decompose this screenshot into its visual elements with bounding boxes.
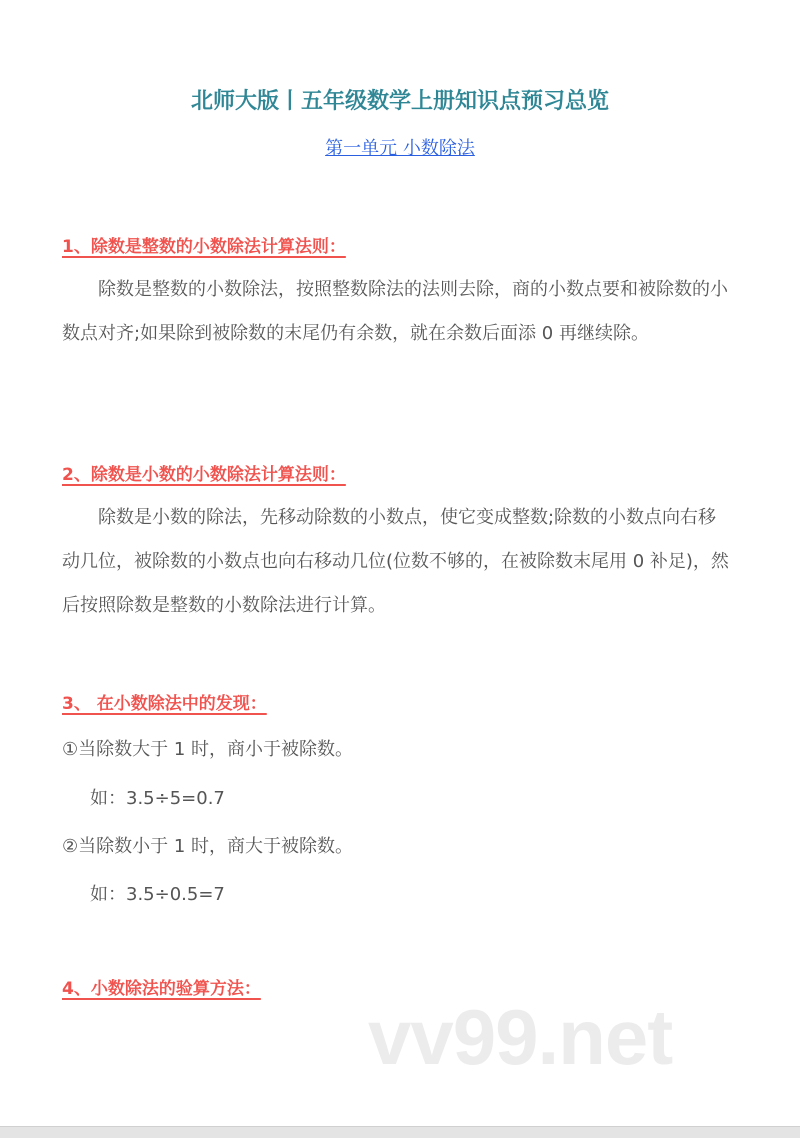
section-1-body: 除数是整数的小数除法，按照整数除法的法则去除，商的小数点要和被除数的小数点对齐;如果除到被除数的末尾仍有余数，就在余数后面添 0 再继续除。 [62, 279, 728, 344]
page-title: 北师大版丨五年级数学上册知识点预习总览 [190, 89, 609, 114]
finding-2: ②当除数小于 1 时，商大于被除数。 [62, 836, 354, 857]
unit-subtitle [0, 134, 800, 160]
unit-subtitle-text: 第一单元 小数除法 [325, 138, 475, 159]
section-3-heading: 3、 在小数除法中的发现： [62, 694, 267, 714]
finding-1: ①当除数大于 1 时，商小于被除数。 [62, 739, 354, 760]
section-4-heading: 4、小数除法的验算方法： [62, 979, 261, 999]
example-1: 如：3.5÷5=0.7 [90, 788, 225, 809]
section-1-heading: 1、除数是整数的小数除法计算法则： [62, 237, 346, 257]
section-2-heading: 2、除数是小数的小数除法计算法则： [62, 465, 346, 485]
watermark: vv99.net [368, 993, 673, 1081]
page-bottom-edge [0, 1126, 800, 1138]
section-2-body: 除数是小数的除法，先移动除数的小数点，使它变成整数;除数的小数点向右移动几位，被除数的小数点也向右移动几位(位数不够的，在被除数末尾用 0 补足)，然后按照除数是整数的小数除法进行计算。 [62, 507, 729, 616]
example-2: 如：3.5÷0.5=7 [90, 884, 225, 905]
